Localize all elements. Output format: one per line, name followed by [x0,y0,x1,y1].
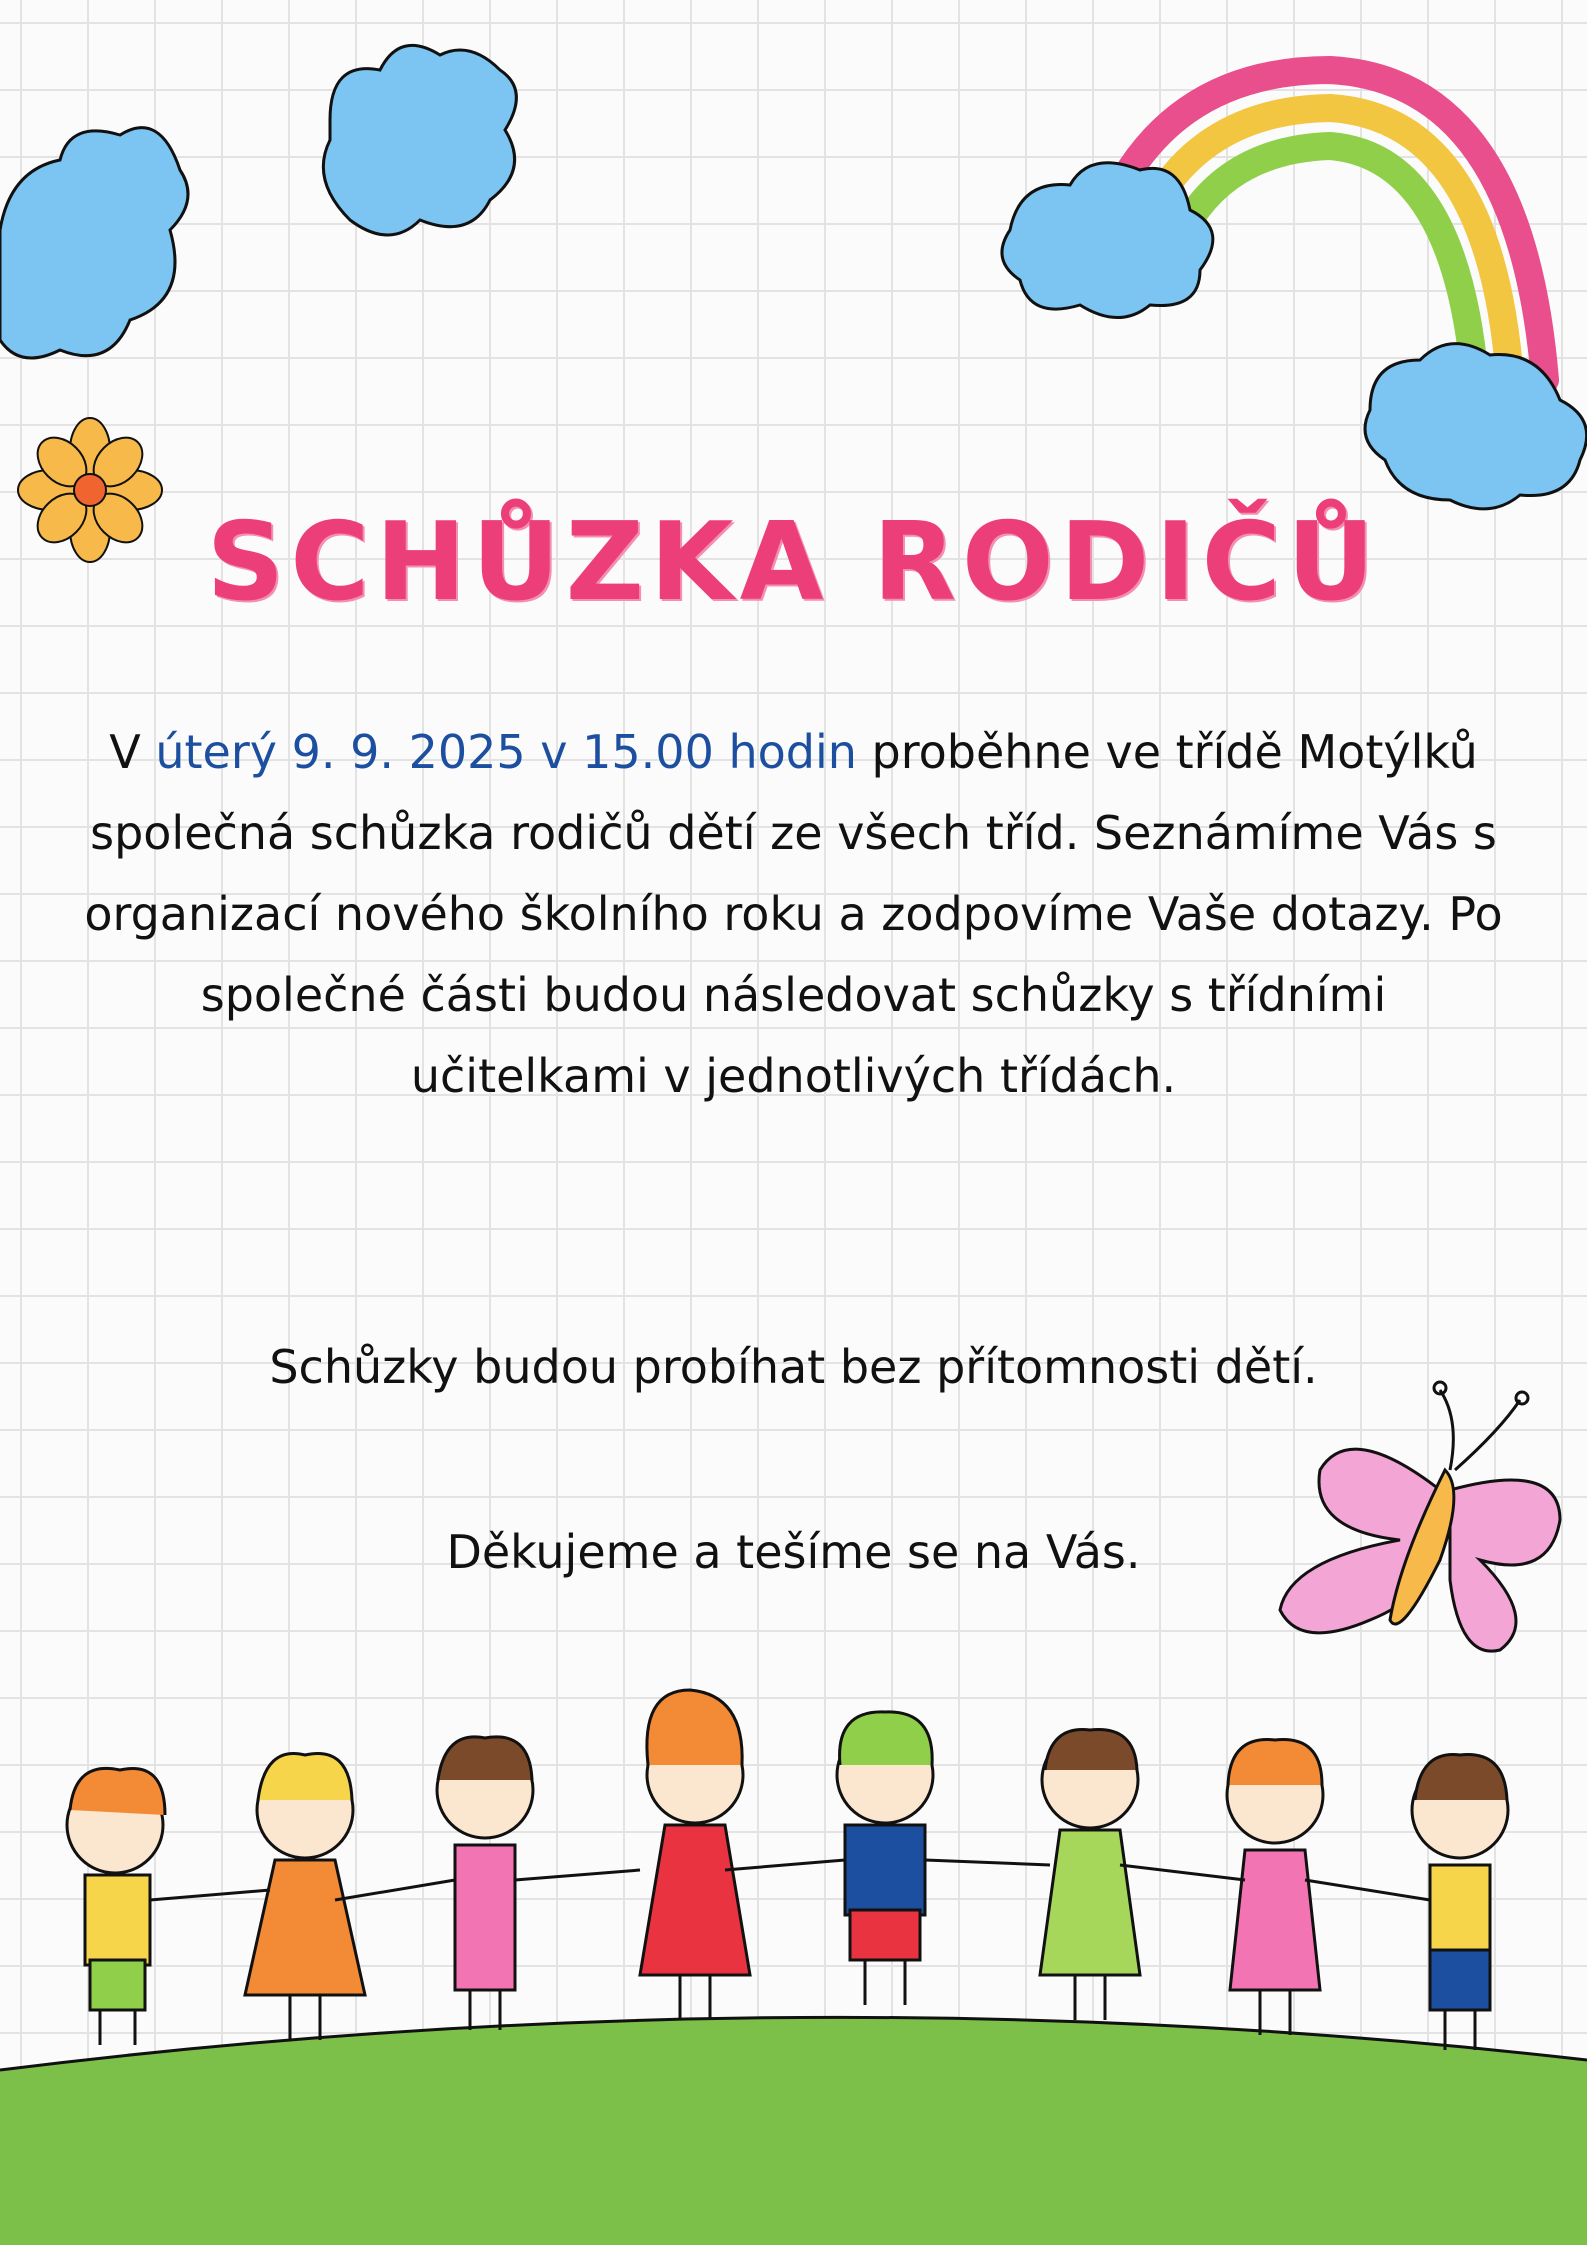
note-text: Schůzky budou probíhat bez přítomnosti dětí. [269,1340,1318,1394]
children-illustration [67,1690,1508,2050]
cloud-icon [323,45,516,235]
closing-text: Děkujeme a tešíme se na Vás. [446,1525,1141,1579]
child-figure [837,1712,933,2005]
paragraph-rest: proběhne ve třídě Motýlků společná schůzka rodičů dětí ze všech tříd. Seznámíme Vás s organizací nového školního roku a zodpovíme Vaše dotazy. Po společné části budou následovat schůzky s třídními učitelkami v jednotlivých třídách. [84,725,1503,1103]
butterfly-icon [1280,1382,1560,1651]
child-figure [1040,1730,1140,2021]
child-figure [1412,1755,1508,2050]
child-figure [1227,1740,1323,2035]
main-paragraph [80,712,1507,1117]
child-figure [640,1690,750,2020]
meeting-date-highlight: úterý 9. 9. 2025 v 15.00 hodin [155,725,857,779]
grass-hill [0,2017,1587,2245]
child-figure [437,1737,533,2030]
paragraph-prefix: V [109,725,156,779]
cloud-icon [0,128,188,358]
child-figure [67,1768,165,2045]
page-title: SCHŮZKA RODIČŮ [206,500,1381,625]
